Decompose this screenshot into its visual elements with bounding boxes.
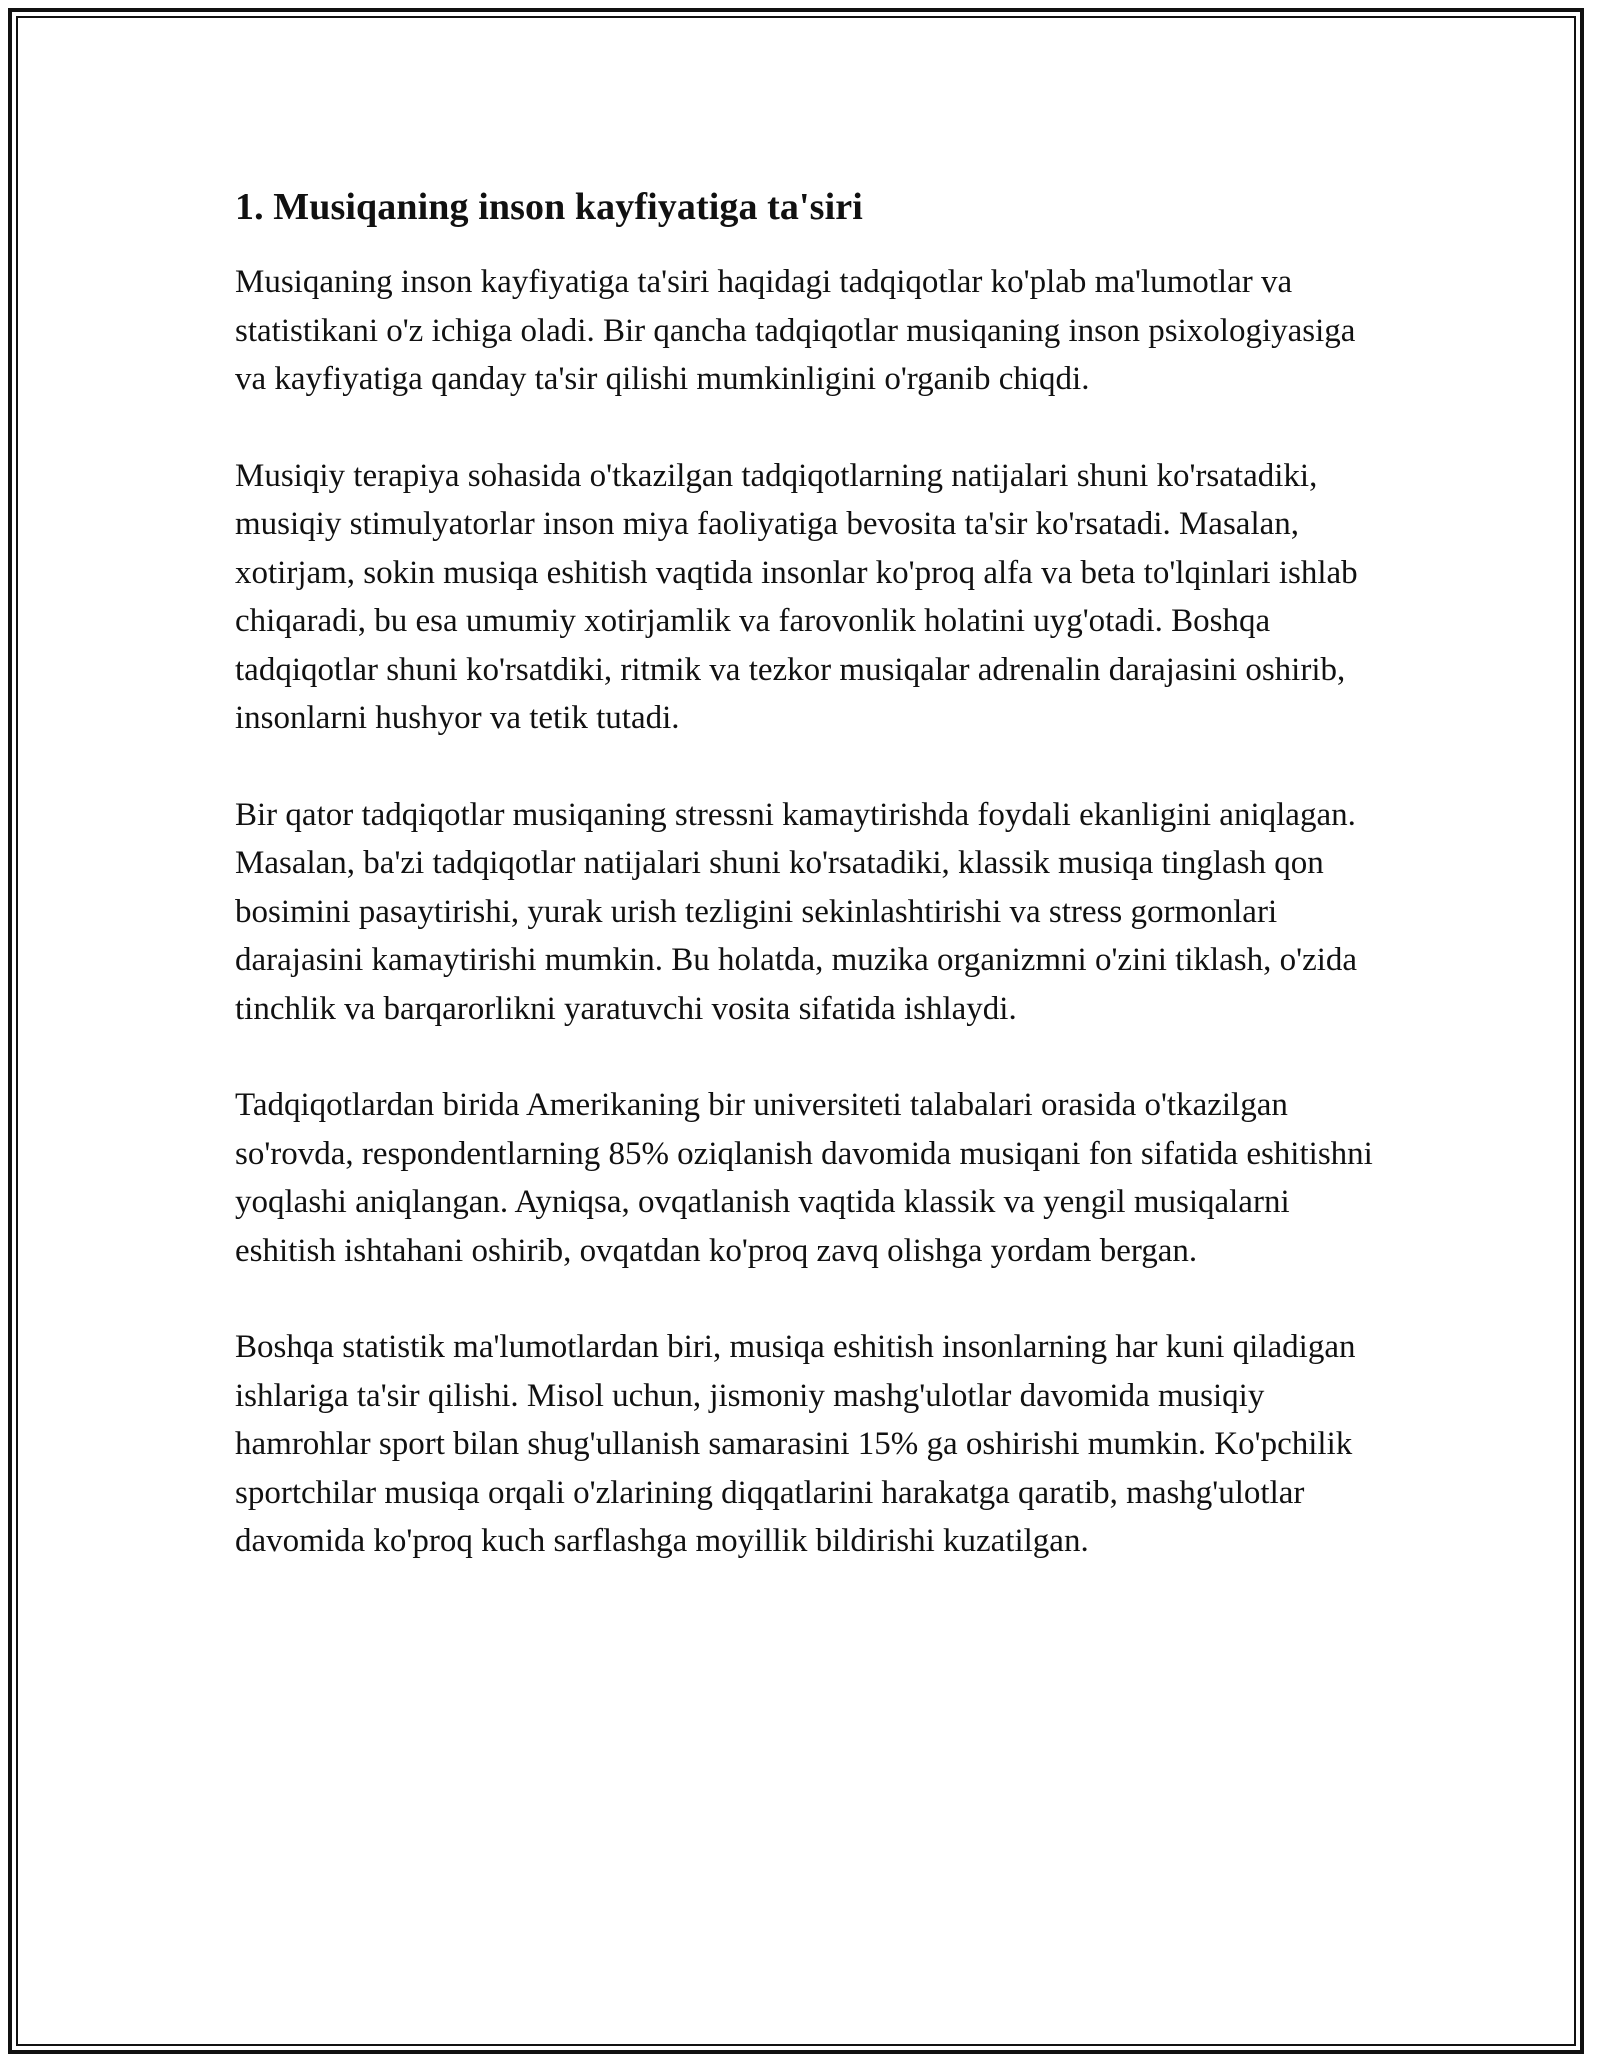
paragraph-2: Musiqiy terapiya sohasida o'tkazilgan tadqiqotlarning natijalari shuni ko'rsatadiki, musiqiy stimulyatorlar inson miya faoliyatiga bevosita ta'sir ko'rsatadi. Masalan, xotirjam, sokin musiqa eshitish vaqtida insonlar ko'proq alfa va beta to'lqinlari ishlab chiqaradi, bu esa umumiy xotirjamlik va farovonlik holatini uyg'otadi. Boshqa tadqiqotlar shuni ko'rsatdiki, ritmik va tezkor musiqalar adrenalin darajasini oshirib, insonlarni hushyor va tetik tutadi. bbox=[235, 457, 1358, 736]
paragraph-1: Musiqaning inson kayfiyatiga ta'siri haqidagi tadqiqotlar ko'plab ma'lumotlar va statistikani o'z ichiga oladi. Bir qancha tadqiqotlar musiqaning inson psixologiyasiga va kayfiyatiga qanday ta'sir qilishi mumkinligini o'rganib chiqdi. bbox=[235, 264, 1356, 397]
document-body bbox=[235, 182, 1385, 1614]
section-heading: 1. Musiqaning inson kayfiyatiga ta'siri bbox=[235, 186, 863, 228]
paragraph-3: Bir qator tadqiqotlar musiqaning stressni kamaytirishda foydali ekanligini aniqlagan. Masalan, ba'zi tadqiqotlar natijalari shuni ko'rsatadiki, klassik musiqa tinglash qon bosimini pasaytirishi, yurak urish tezligini sekinlashtirishi va stress gormonlari darajasini kamaytirishi mumkin. Bu holatda, muzika organizmni o'zini tiklash, o'zida tinchlik va barqarorlikni yaratuvchi vosita sifatida ishlaydi. bbox=[235, 796, 1358, 1027]
paragraph-5: Boshqa statistik ma'lumotlardan biri, musiqa eshitish insonlarning har kuni qiladigan ishlariga ta'sir qilishi. Misol uchun, jismoniy mashg'ulotlar davomida musiqiy hamrohlar sport bilan shug'ullanish samarasini 15% ga oshirishi mumkin. Ko'pchilik sportchilar musiqa orqali o'zlarining diqqatlarini harakatga qaratib, mashg'ulotlar davomida ko'proq kuch sarflashga moyillik bildirishi kuzatilgan. bbox=[235, 1329, 1356, 1559]
paragraph-4: Tadqiqotlardan birida Amerikaning bir universiteti talabalari orasida o'tkazilgan so'rovda, respondentlarning 85% oziqlanish davomida musiqani fon sifatida eshitishni yoqlashi aniqlangan. Ayniqsa, ovqatlanish vaqtida klassik va yengil musiqalarni eshitish ishtahani oshirib, ovqatdan ko'proq zavq olishga yordam bergan. bbox=[235, 1087, 1373, 1269]
